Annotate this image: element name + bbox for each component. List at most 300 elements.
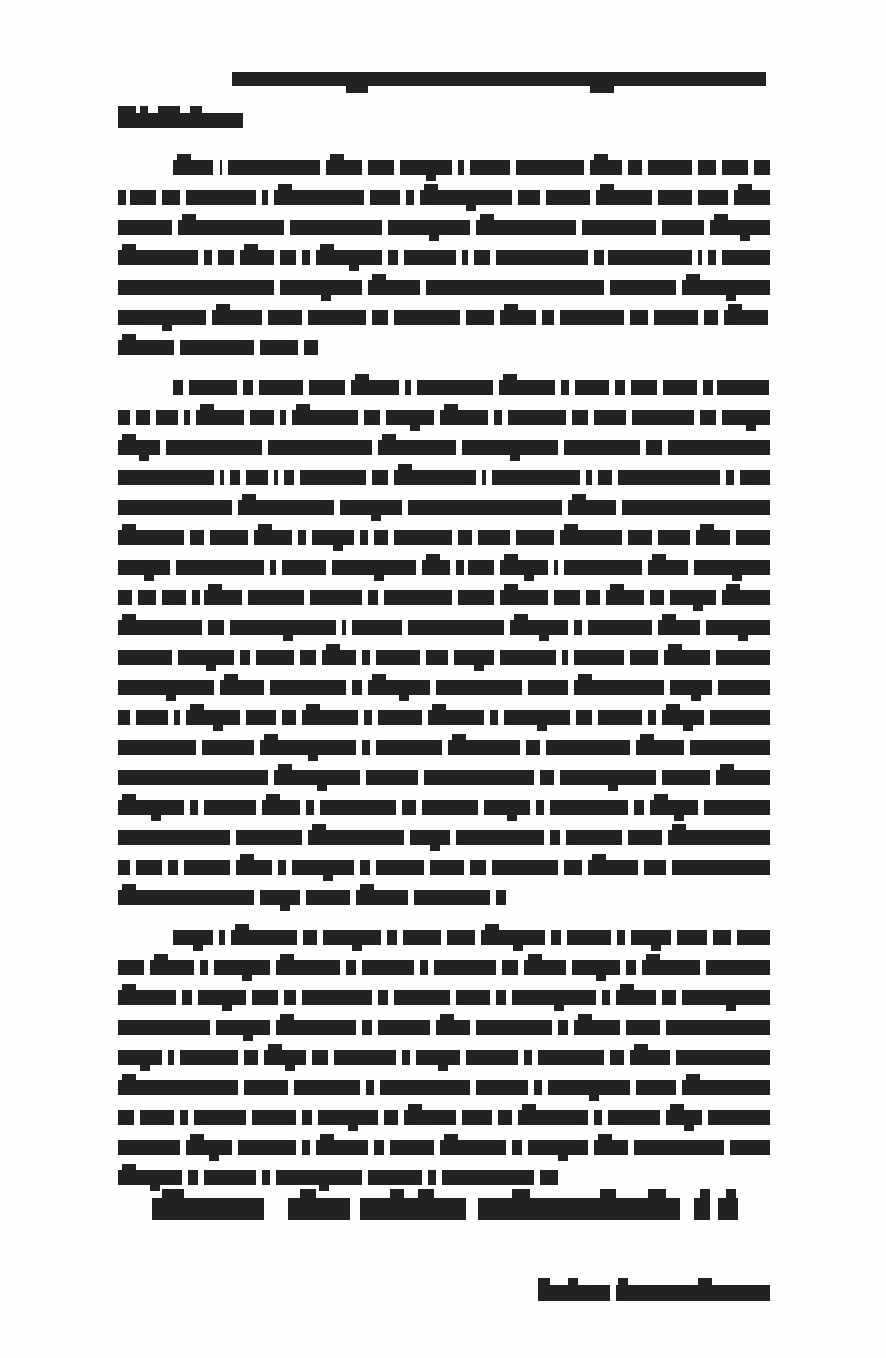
body-line-run — [588, 860, 638, 875]
body-ascender — [640, 734, 654, 740]
body-line-run — [710, 710, 770, 725]
body-line-run — [616, 990, 656, 1005]
body-line-run — [368, 160, 394, 175]
body-line-run — [582, 220, 656, 235]
body-line-run — [244, 1080, 288, 1095]
body-line-run — [536, 800, 544, 815]
body-descender — [691, 695, 701, 701]
body-ascender — [320, 244, 334, 250]
body-descender — [283, 635, 293, 641]
body-line-run — [376, 740, 442, 755]
body-line-run — [308, 830, 404, 845]
section-heading-run — [190, 106, 202, 114]
body-ascender — [278, 764, 292, 770]
body-line-run — [636, 1080, 676, 1095]
body-line-run — [470, 160, 510, 175]
body-descender — [280, 905, 290, 911]
body-line-run — [654, 310, 698, 325]
body-line-run — [182, 990, 192, 1005]
body-line-run — [724, 310, 768, 325]
body-line-run — [626, 1020, 660, 1035]
body-line-run — [648, 160, 692, 175]
body-line-run — [408, 500, 562, 515]
body-line-run — [306, 890, 350, 905]
body-ascender — [122, 334, 136, 340]
body-line-run — [546, 190, 590, 205]
body-line-run — [238, 500, 334, 515]
body-ascender — [426, 554, 440, 560]
body-line-run — [632, 410, 694, 425]
body-line-run — [278, 860, 286, 875]
body-ascender — [355, 374, 369, 380]
body-descender — [429, 235, 439, 241]
body-ascender — [266, 794, 280, 800]
body-line-run — [442, 1170, 534, 1185]
body-line-run — [174, 710, 180, 725]
body-ascender — [480, 214, 494, 220]
body-line-run — [512, 1140, 522, 1155]
body-ascender — [485, 924, 499, 930]
body-line-run — [740, 470, 770, 485]
body-line-run — [754, 160, 770, 175]
body-descender — [554, 1005, 564, 1011]
body-line-run — [173, 930, 213, 945]
body-ascender — [296, 404, 310, 410]
body-line-run — [204, 590, 242, 605]
body-line-run — [214, 960, 270, 975]
body-descender — [596, 975, 606, 981]
body-line-run — [176, 560, 264, 575]
body-line-run — [737, 930, 770, 945]
body-line-run — [550, 800, 628, 815]
body-line-run — [634, 800, 644, 815]
body-line-run — [560, 530, 622, 545]
body-line-run — [436, 680, 522, 695]
body-line-run — [362, 1020, 372, 1035]
body-descender — [151, 815, 161, 821]
body-ascender — [360, 884, 374, 890]
body-line-run — [558, 1020, 568, 1035]
body-line-run — [528, 680, 568, 695]
body-line-run — [628, 160, 642, 175]
body-line-run — [716, 770, 770, 785]
body-line-run — [576, 710, 592, 725]
body-line-run — [658, 530, 690, 545]
body-descender — [738, 635, 748, 641]
body-line-run — [298, 530, 306, 545]
body-line-run — [422, 560, 450, 575]
body-line-run — [708, 1110, 770, 1125]
body-line-run — [722, 410, 770, 425]
body-line-run — [360, 530, 368, 545]
body-line-run — [332, 560, 416, 575]
body-line-run — [662, 770, 710, 785]
body-line-run — [500, 310, 536, 325]
body-line-run — [422, 800, 478, 815]
body-line-run — [608, 250, 692, 265]
body-ascender — [686, 1074, 700, 1080]
body-line-run — [118, 990, 176, 1005]
body-line-run — [173, 380, 183, 395]
body-ascender — [578, 1014, 592, 1020]
body-descender — [193, 945, 203, 951]
body-line-run — [302, 1140, 310, 1155]
body-line-run — [606, 590, 644, 605]
body-line-run — [388, 250, 398, 265]
body-ascender — [634, 1044, 648, 1050]
body-descender — [539, 635, 549, 641]
body-ascender — [242, 494, 256, 500]
body-descender — [352, 945, 362, 951]
body-descender — [243, 1035, 253, 1041]
body-descender — [740, 235, 750, 241]
body-line-run — [524, 960, 566, 975]
body-ascender — [504, 554, 518, 560]
body-line-run — [631, 930, 671, 945]
body-line-run — [615, 380, 625, 395]
body-descender — [333, 545, 343, 551]
body-line-run — [276, 960, 340, 975]
body-line-run — [542, 310, 554, 325]
body-line-run — [294, 1080, 360, 1095]
body-line-run — [118, 530, 184, 545]
body-line-run — [642, 960, 700, 975]
body-line-run — [238, 1140, 296, 1155]
body-ascender — [652, 554, 666, 560]
body-descender — [374, 575, 384, 581]
body-line-run — [696, 530, 730, 545]
quote-line-run — [478, 1198, 584, 1220]
body-line-run — [414, 890, 490, 905]
body-descender — [348, 1125, 358, 1131]
body-line-run — [664, 650, 710, 665]
body-line-run — [276, 1020, 356, 1035]
body-descender — [732, 575, 742, 581]
body-line-run — [236, 860, 272, 875]
body-line-run — [650, 590, 664, 605]
body-line-run — [198, 990, 246, 1005]
body-ascender — [666, 704, 680, 710]
body-ascender — [372, 274, 386, 280]
body-line-run — [210, 530, 248, 545]
body-line-run — [136, 710, 168, 725]
body-line-run — [304, 340, 318, 355]
body-line-run — [458, 590, 494, 605]
body-line-run — [508, 410, 566, 425]
body-line-run — [216, 1020, 270, 1035]
quote-line-run — [418, 1189, 434, 1199]
body-line-run — [458, 160, 464, 175]
attribution-run — [616, 1285, 770, 1301]
body-line-run — [484, 800, 530, 815]
body-line-run — [118, 650, 172, 665]
body-line-run — [470, 860, 486, 875]
body-line-run — [528, 1140, 588, 1155]
body-line-run — [376, 650, 420, 665]
body-ascender — [182, 214, 196, 220]
body-line-run — [448, 740, 520, 755]
body-descender — [507, 815, 517, 821]
body-line-run — [346, 960, 356, 975]
body-line-run — [340, 500, 402, 515]
body-line-run — [302, 710, 358, 725]
body-line-run — [200, 960, 208, 975]
body-line-run — [708, 250, 716, 265]
body-ascender — [326, 644, 340, 650]
body-ascender — [714, 214, 728, 220]
body-line-run — [218, 250, 234, 265]
body-line-run — [189, 380, 237, 395]
body-line-run — [658, 620, 700, 635]
body-line-run — [282, 710, 296, 725]
body-descender — [285, 1065, 295, 1071]
body-line-run — [434, 960, 496, 975]
body-line-run — [722, 250, 770, 265]
body-descender — [150, 1185, 160, 1191]
body-line-run — [572, 410, 588, 425]
body-descender — [466, 205, 476, 211]
body-descender — [474, 665, 484, 671]
body-ascender — [122, 244, 136, 250]
body-ascender — [398, 464, 412, 470]
body-descender — [323, 875, 333, 881]
body-line-run — [550, 830, 560, 845]
body-ascender — [122, 614, 136, 620]
body-line-run — [387, 930, 397, 945]
body-line-run — [220, 470, 224, 485]
body-ascender — [330, 154, 344, 160]
body-line-run — [362, 650, 370, 665]
body-line-run — [548, 1080, 630, 1095]
body-line-run — [252, 990, 278, 1005]
body-line-run — [630, 310, 648, 325]
body-line-run — [212, 310, 262, 325]
body-descender — [206, 665, 216, 671]
body-line-run — [173, 160, 213, 175]
body-descender — [558, 1155, 568, 1161]
body-ascender — [728, 304, 742, 310]
body-line-run — [440, 1140, 506, 1155]
body-line-run — [630, 650, 658, 665]
body-line-run — [670, 590, 716, 605]
body-ascender — [672, 824, 686, 830]
body-line-run — [262, 800, 300, 815]
body-line-run — [364, 710, 372, 725]
body-line-run — [734, 190, 770, 205]
body-line-run — [703, 380, 713, 395]
body-line-run — [510, 620, 568, 635]
body-line-run — [186, 710, 240, 725]
body-line-run — [178, 650, 234, 665]
body-line-run — [608, 1110, 660, 1125]
body-line-run — [481, 930, 545, 945]
body-descender — [399, 695, 409, 701]
body-ascender — [122, 884, 136, 890]
body-descender — [524, 575, 534, 581]
body-line-run — [194, 1110, 246, 1125]
body-line-run — [466, 310, 494, 325]
body-ascender — [190, 1134, 204, 1140]
body-line-run — [190, 800, 198, 815]
body-line-run — [323, 930, 381, 945]
body-line-run — [663, 380, 697, 395]
body-ascender — [122, 984, 136, 990]
body-ascender — [432, 704, 446, 710]
body-line-run — [564, 560, 642, 575]
body-descender — [589, 1095, 599, 1101]
body-line-run — [274, 190, 364, 205]
body-ascender — [258, 524, 272, 530]
body-ascender — [668, 644, 682, 650]
body-line-run — [394, 990, 450, 1005]
body-ascender — [522, 1104, 536, 1110]
body-line-run — [476, 220, 576, 235]
body-line-run — [322, 650, 356, 665]
body-ascender — [504, 304, 518, 310]
body-line-run — [280, 250, 296, 265]
body-ascender — [122, 434, 136, 440]
body-line-run — [118, 740, 196, 755]
body-line-run — [400, 160, 452, 175]
body-line-run — [554, 560, 558, 575]
body-line-run — [118, 960, 144, 975]
body-line-run — [540, 770, 554, 785]
body-descender — [213, 725, 223, 731]
body-line-run — [252, 1110, 296, 1125]
body-line-run — [192, 590, 200, 605]
body-line-run — [372, 310, 388, 325]
body-line-run — [447, 930, 475, 945]
body-line-run — [502, 960, 518, 975]
body-line-run — [384, 590, 452, 605]
body-line-run — [490, 710, 498, 725]
body-ascender — [122, 1164, 136, 1170]
body-line-run — [118, 1020, 210, 1035]
body-line-run — [504, 710, 570, 725]
body-line-run — [670, 680, 712, 695]
body-line-run — [410, 830, 450, 845]
body-line-run — [280, 410, 286, 425]
body-ascender — [280, 1014, 294, 1020]
body-line-run — [351, 380, 399, 395]
body-line-run — [204, 800, 256, 815]
body-line-run — [588, 620, 652, 635]
body-descender — [726, 1005, 736, 1011]
body-line-run — [716, 650, 770, 665]
body-line-run — [436, 1020, 470, 1035]
body-descender — [317, 785, 327, 791]
body-line-run — [240, 250, 274, 265]
body-line-run — [118, 1110, 134, 1125]
body-line-run — [168, 860, 178, 875]
body-line-run — [150, 960, 194, 975]
body-line-run — [496, 250, 588, 265]
body-line-run — [220, 160, 222, 175]
body-line-run — [264, 1050, 306, 1065]
body-line-run — [360, 860, 370, 875]
body-line-run — [468, 560, 494, 575]
body-line-run — [700, 410, 716, 425]
body-descender — [683, 725, 693, 731]
body-line-run — [500, 560, 548, 575]
body-line-run — [284, 990, 296, 1005]
body-line-run — [430, 860, 464, 875]
body-line-run — [118, 590, 132, 605]
body-line-run — [516, 160, 584, 175]
body-line-run — [342, 620, 346, 635]
body-line-run — [403, 930, 441, 945]
body-line-run — [302, 250, 310, 265]
body-line-run — [180, 1110, 188, 1125]
body-line-run — [426, 650, 448, 665]
body-ascender — [600, 184, 614, 190]
body-line-run — [260, 340, 298, 355]
body-line-run — [417, 380, 493, 395]
body-line-run — [594, 1110, 602, 1125]
body-ascender — [280, 954, 294, 960]
body-descender — [438, 1065, 448, 1071]
body-line-run — [268, 310, 302, 325]
body-line-run — [300, 470, 366, 485]
body-line-run — [540, 1170, 558, 1185]
body-line-run — [246, 710, 276, 725]
body-line-run — [596, 190, 652, 205]
body-line-run — [492, 470, 580, 485]
body-ascender — [738, 184, 752, 190]
body-line-run — [378, 1020, 430, 1035]
body-line-run — [362, 740, 370, 755]
body-line-run — [499, 380, 555, 395]
body-line-run — [590, 160, 622, 175]
body-line-run — [256, 650, 294, 665]
body-line-run — [130, 190, 156, 205]
body-line-run — [370, 190, 400, 205]
body-line-run — [554, 590, 580, 605]
body-line-run — [634, 1140, 724, 1155]
body-line-run — [718, 680, 770, 695]
body-line-run — [316, 250, 382, 265]
body-line-run — [136, 410, 150, 425]
body-line-run — [698, 190, 728, 205]
body-ascender — [278, 184, 292, 190]
body-line-run — [722, 590, 770, 605]
body-line-run — [118, 1140, 180, 1155]
body-descender — [651, 945, 661, 951]
body-line-run — [180, 340, 254, 355]
body-line-run — [575, 380, 609, 395]
body-ascender — [444, 1134, 458, 1140]
body-line-run — [118, 680, 214, 695]
body-ascender — [646, 954, 660, 960]
body-line-run — [402, 1050, 410, 1065]
body-descender — [430, 845, 440, 851]
body-line-run — [162, 190, 180, 205]
body-line-run — [259, 380, 303, 395]
body-descender — [166, 695, 176, 701]
body-line-run — [424, 770, 534, 785]
body-line-run — [428, 1170, 436, 1185]
body-line-run — [496, 990, 506, 1005]
quote-line-run — [300, 1189, 316, 1199]
body-line-run — [236, 830, 302, 845]
body-descender — [426, 175, 436, 181]
body-ascender — [670, 1104, 684, 1110]
body-line-run — [186, 1140, 232, 1155]
body-line-run — [140, 1110, 174, 1125]
section-heading-run — [158, 106, 180, 114]
body-descender — [222, 1005, 232, 1011]
body-ascender — [306, 704, 320, 710]
